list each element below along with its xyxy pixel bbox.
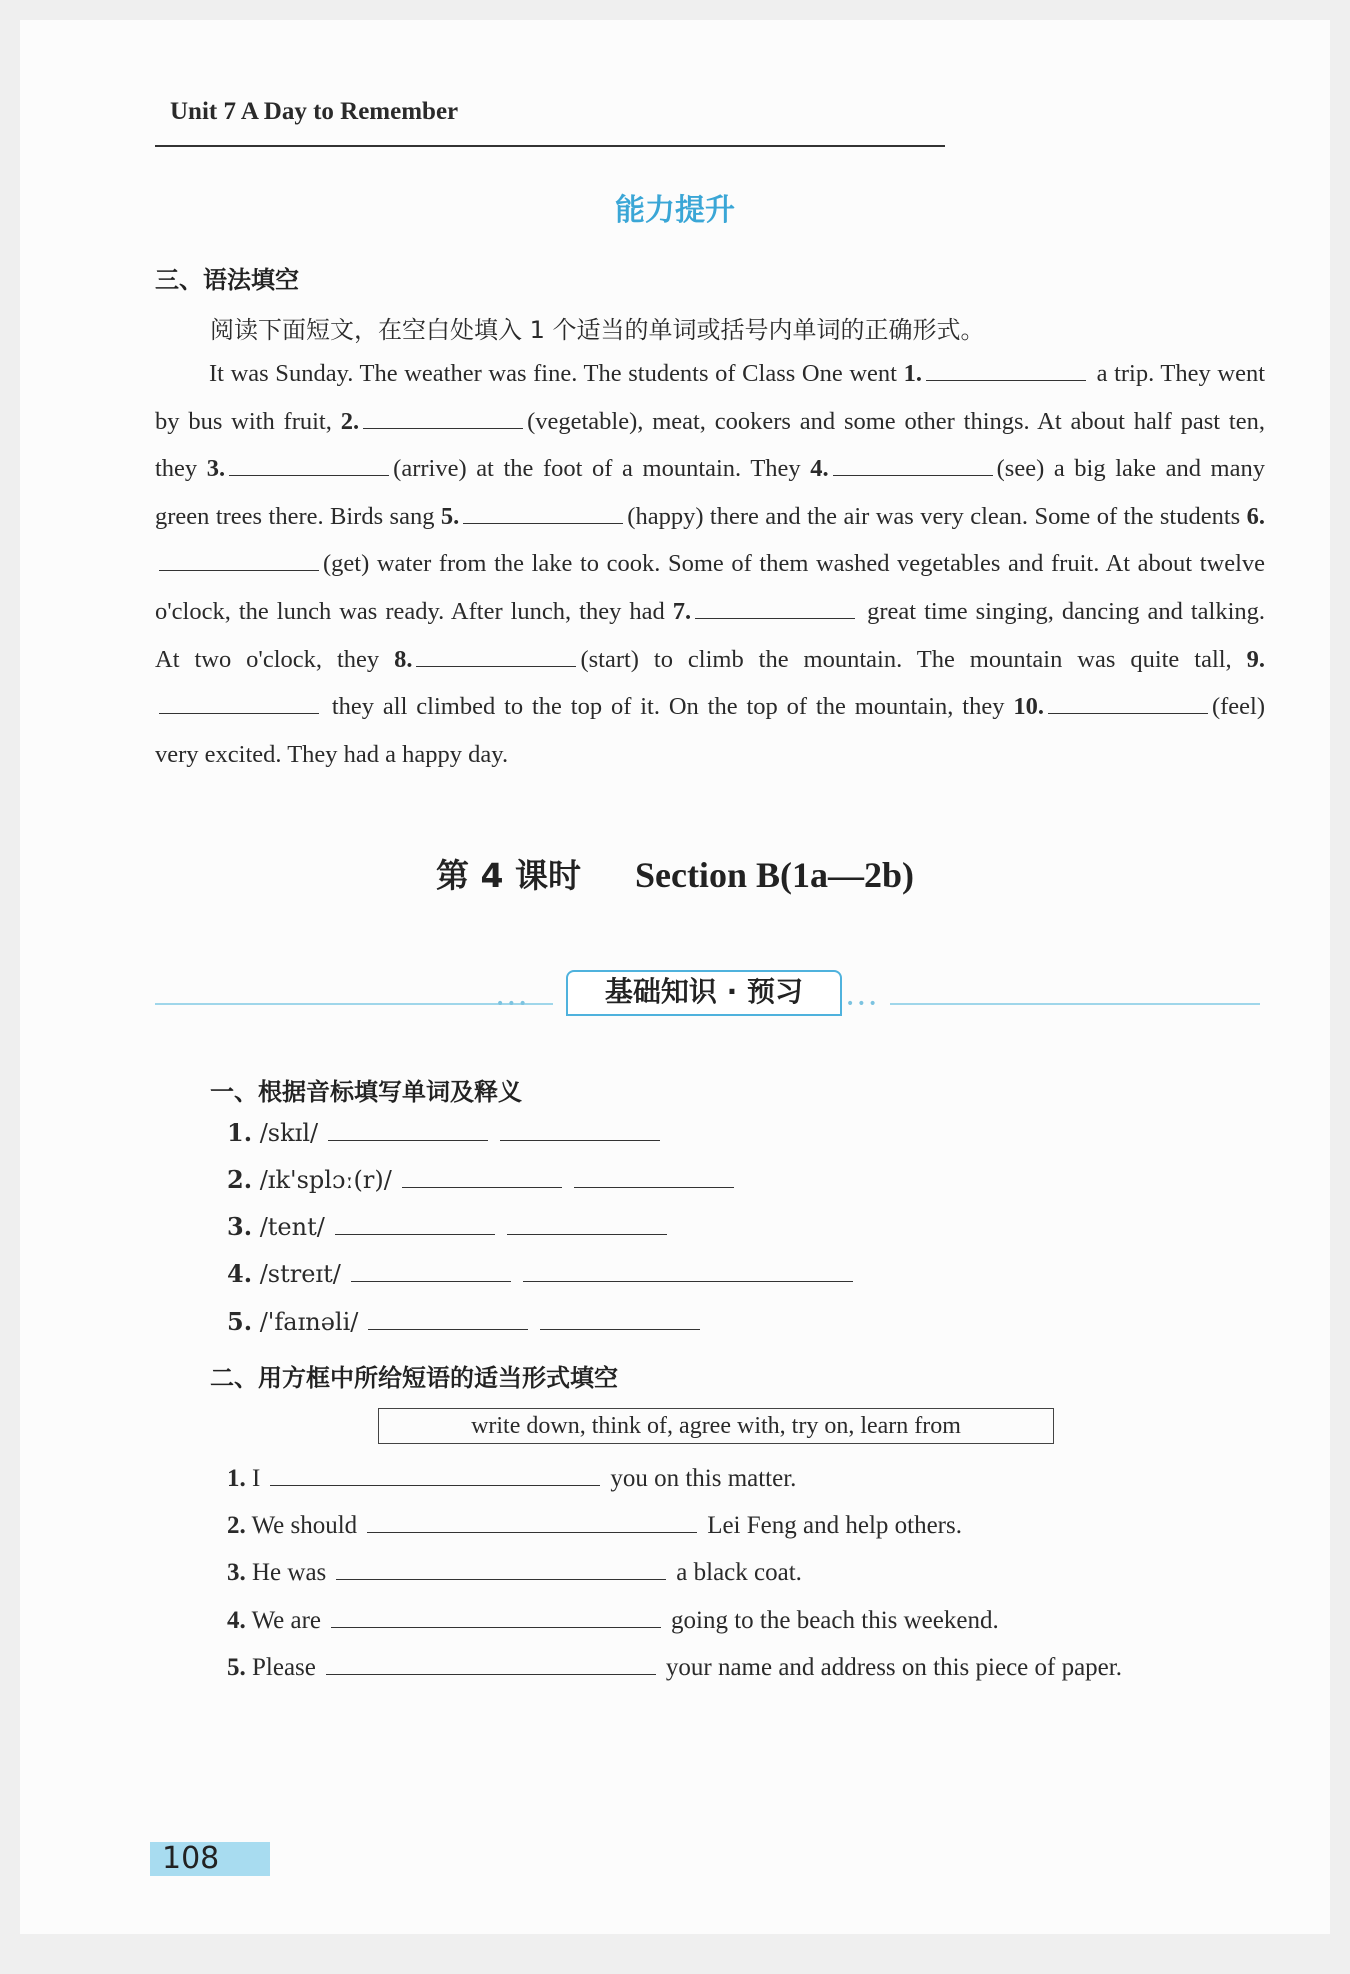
blank-2[interactable] bbox=[363, 406, 523, 429]
meaning-blank[interactable] bbox=[523, 1261, 853, 1282]
blank-3[interactable] bbox=[229, 453, 389, 476]
answer-blank[interactable] bbox=[270, 1463, 600, 1486]
vocab-item bbox=[227, 1118, 660, 1147]
passage-text: (start) to climb the mountain. The mountain was quite tall, bbox=[580, 645, 1247, 673]
sentence-item bbox=[227, 1463, 796, 1493]
passage-text: a trip. They went by bus with fruit, bbox=[155, 360, 1266, 435]
phonetic: /skɪl/ bbox=[259, 1119, 319, 1147]
passage-text: (happy) there and the air was very clean. Some of the students bbox=[627, 502, 1247, 530]
section-title-ability: 能力提升 bbox=[615, 193, 735, 228]
blank-number: 10. bbox=[1013, 693, 1044, 721]
page-number: 108 bbox=[150, 1842, 270, 1876]
cloze-passage bbox=[155, 350, 1265, 778]
decorative-dots-left: ••• bbox=[496, 996, 530, 1012]
item-number: 3. bbox=[227, 1559, 246, 1586]
answer-blank[interactable] bbox=[367, 1510, 697, 1533]
decorative-dots-right: ••• bbox=[846, 996, 880, 1012]
header-divider bbox=[155, 145, 945, 147]
vocab-item bbox=[227, 1165, 734, 1194]
meaning-blank[interactable] bbox=[507, 1214, 667, 1235]
phrase-box: write down, think of, agree with, try on, learn from bbox=[378, 1408, 1054, 1444]
passage-text: (feel) very excited. They had a happy day. bbox=[155, 693, 1265, 768]
passage-text: (see) a big lake and many green trees there. Birds sang bbox=[155, 455, 1265, 530]
phonetic: /ɪk'splɔː(r)/ bbox=[259, 1166, 392, 1194]
meaning-blank[interactable] bbox=[574, 1167, 734, 1188]
blank-9[interactable] bbox=[159, 691, 319, 714]
answer-blank[interactable] bbox=[326, 1652, 656, 1675]
sentence-after: your name and address on this piece of paper. bbox=[665, 1654, 1122, 1681]
blank-7[interactable] bbox=[695, 596, 855, 619]
sentence-before: We are bbox=[251, 1607, 322, 1634]
decorative-line-right bbox=[890, 1003, 1260, 1005]
unit-header: Unit 7 A Day to Remember bbox=[170, 98, 459, 125]
sentence-after: a black coat. bbox=[676, 1559, 802, 1586]
meaning-blank[interactable] bbox=[500, 1120, 660, 1141]
part2-heading: 二、用方框中所给短语的适当形式填空 bbox=[210, 1364, 618, 1392]
passage-text: (vegetable), meat, cookers and some other things. At about half past ten, they bbox=[155, 407, 1265, 483]
phonetic: /'faɪnəli/ bbox=[259, 1308, 359, 1336]
blank-number: 4. bbox=[810, 455, 829, 483]
part3-heading: 三、语法填空 bbox=[155, 266, 299, 294]
passage-text: It was Sunday. The weather was fine. The students of Class One went bbox=[209, 360, 904, 387]
item-number: 4. bbox=[227, 1259, 253, 1288]
lesson-title-cn: 第 4 课时 bbox=[436, 856, 581, 895]
blank-number: 3. bbox=[206, 455, 226, 483]
passage-text: (get) water from the lake to cook. Some of them washed vegetables and fruit. At about twelve o'clock, the lunch was ready. After lunch, they had bbox=[155, 550, 1265, 625]
sentence-after: Lei Feng and help others. bbox=[707, 1512, 962, 1539]
answer-blank[interactable] bbox=[331, 1605, 661, 1628]
blank-4[interactable] bbox=[833, 453, 993, 476]
blank-8[interactable] bbox=[416, 644, 576, 667]
meaning-blank[interactable] bbox=[540, 1309, 700, 1330]
sentence-after: going to the beach this weekend. bbox=[671, 1607, 999, 1634]
blank-number: 6. bbox=[1246, 502, 1266, 530]
part1-heading: 一、根据音标填写单词及释义 bbox=[210, 1078, 522, 1106]
item-number: 4. bbox=[227, 1607, 246, 1634]
item-number: 1. bbox=[227, 1118, 253, 1147]
word-blank[interactable] bbox=[328, 1120, 488, 1141]
item-number: 3. bbox=[227, 1212, 253, 1241]
blank-number: 7. bbox=[672, 597, 692, 625]
blank-10[interactable] bbox=[1048, 691, 1208, 714]
word-blank[interactable] bbox=[351, 1261, 511, 1282]
vocab-item bbox=[227, 1259, 853, 1288]
phonetic: /streɪt/ bbox=[259, 1260, 341, 1288]
blank-6[interactable] bbox=[159, 548, 319, 571]
sentence-before: We should bbox=[251, 1512, 358, 1539]
word-blank[interactable] bbox=[402, 1167, 562, 1188]
blank-5[interactable] bbox=[463, 501, 623, 524]
sentence-before: He was bbox=[252, 1559, 327, 1586]
item-number: 2. bbox=[227, 1512, 246, 1539]
vocab-item bbox=[227, 1212, 667, 1241]
sentence-after: you on this matter. bbox=[610, 1465, 797, 1492]
blank-number: 9. bbox=[1246, 645, 1266, 673]
blank-number: 8. bbox=[394, 645, 413, 673]
phonetic: /tent/ bbox=[259, 1213, 325, 1241]
blank-number: 2. bbox=[340, 407, 360, 435]
vocab-item bbox=[227, 1307, 700, 1336]
blank-number: 1. bbox=[903, 360, 922, 387]
sentence-before: I bbox=[252, 1465, 261, 1492]
decorative-line-left bbox=[155, 1003, 553, 1005]
item-number: 1. bbox=[227, 1465, 246, 1492]
sentence-item bbox=[227, 1557, 802, 1587]
passage-text: great time singing, dancing and talking. At two o'clock, they bbox=[155, 597, 1266, 673]
passage-text: they all climbed to the top of it. On the top of the mountain, they bbox=[323, 693, 1014, 721]
part3-instruction: 阅读下面短文，在空白处填入 1 个适当的单词或括号内单词的正确形式。 bbox=[210, 316, 985, 344]
item-number: 5. bbox=[227, 1307, 253, 1336]
sentence-before: Please bbox=[252, 1654, 316, 1681]
lesson-title-en: Section B(1a—2b) bbox=[634, 855, 914, 895]
lesson-title bbox=[20, 850, 1330, 897]
sentence-item bbox=[227, 1605, 999, 1635]
word-blank[interactable] bbox=[335, 1214, 495, 1235]
word-blank[interactable] bbox=[368, 1309, 528, 1330]
blank-1[interactable] bbox=[926, 358, 1086, 381]
answer-blank[interactable] bbox=[336, 1557, 666, 1580]
sentence-item bbox=[227, 1652, 1122, 1682]
item-number: 2. bbox=[227, 1165, 253, 1194]
section-tab-basic-preview: 基础知识 · 预习 bbox=[566, 970, 842, 1016]
blank-number: 5. bbox=[440, 502, 460, 530]
workbook-page bbox=[20, 20, 1330, 1934]
sentence-item bbox=[227, 1510, 962, 1540]
passage-text: (arrive) at the foot of a mountain. They bbox=[393, 455, 811, 483]
item-number: 5. bbox=[227, 1654, 246, 1681]
